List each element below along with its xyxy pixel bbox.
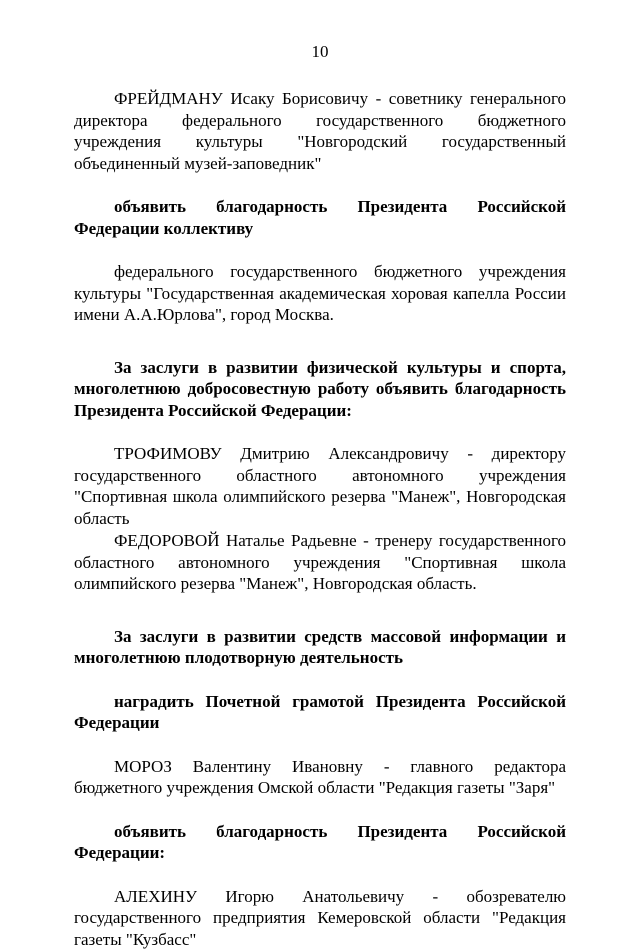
recipient-yurlov-capella: федерального государственного бюджетного учреждения культуры "Государственная академическая хоровая капелла России имени А.А.Юрлова", город Москва. [74, 261, 566, 326]
heading-gratitude: объявить благодарность Президента Российской Федерации: [74, 821, 566, 864]
heading-sport-merits: За заслуги в развитии физической культуры и спорта, многолетнюю добросовестную работу объявить благодарность Президента Российской Федерации: [74, 357, 566, 422]
recipient-fedorova: ФЕДОРОВОЙ Наталье Радьевне - тренеру государственного областного автономного учреждения "Спортивная школа олимпийского резерва "Манеж", Новгородская область. [74, 530, 566, 595]
recipient-freidman: ФРЕЙДМАНУ Исаку Борисовичу - советнику генерального директора федерального государственного бюджетного учреждения культуры "Новгородский государственный объединенный музей-заповедник" [74, 88, 566, 174]
heading-honorary-diploma: наградить Почетной грамотой Президента Российской Федерации [74, 691, 566, 734]
recipient-trofimov: ТРОФИМОВУ Дмитрию Александровичу - директору государственного областного автономного учреждения "Спортивная школа олимпийского резерва "Манеж", Новгородская область [74, 443, 566, 529]
heading-media-merits: За заслуги в развитии средств массовой информации и многолетнюю плодотворную деятельность [74, 626, 566, 669]
recipient-alekhin: АЛЕХИНУ Игорю Анатольевичу - обозревателю государственного предприятия Кемеровской области "Редакция газеты "Кузбасс" [74, 886, 566, 950]
page-number: 10 [0, 42, 640, 62]
recipient-moroz: МОРОЗ Валентину Ивановну - главного редактора бюджетного учреждения Омской области "Редакция газеты "Заря" [74, 756, 566, 799]
document-body [74, 88, 566, 950]
heading-gratitude-collective: объявить благодарность Президента Российской Федерации коллективу [74, 196, 566, 239]
